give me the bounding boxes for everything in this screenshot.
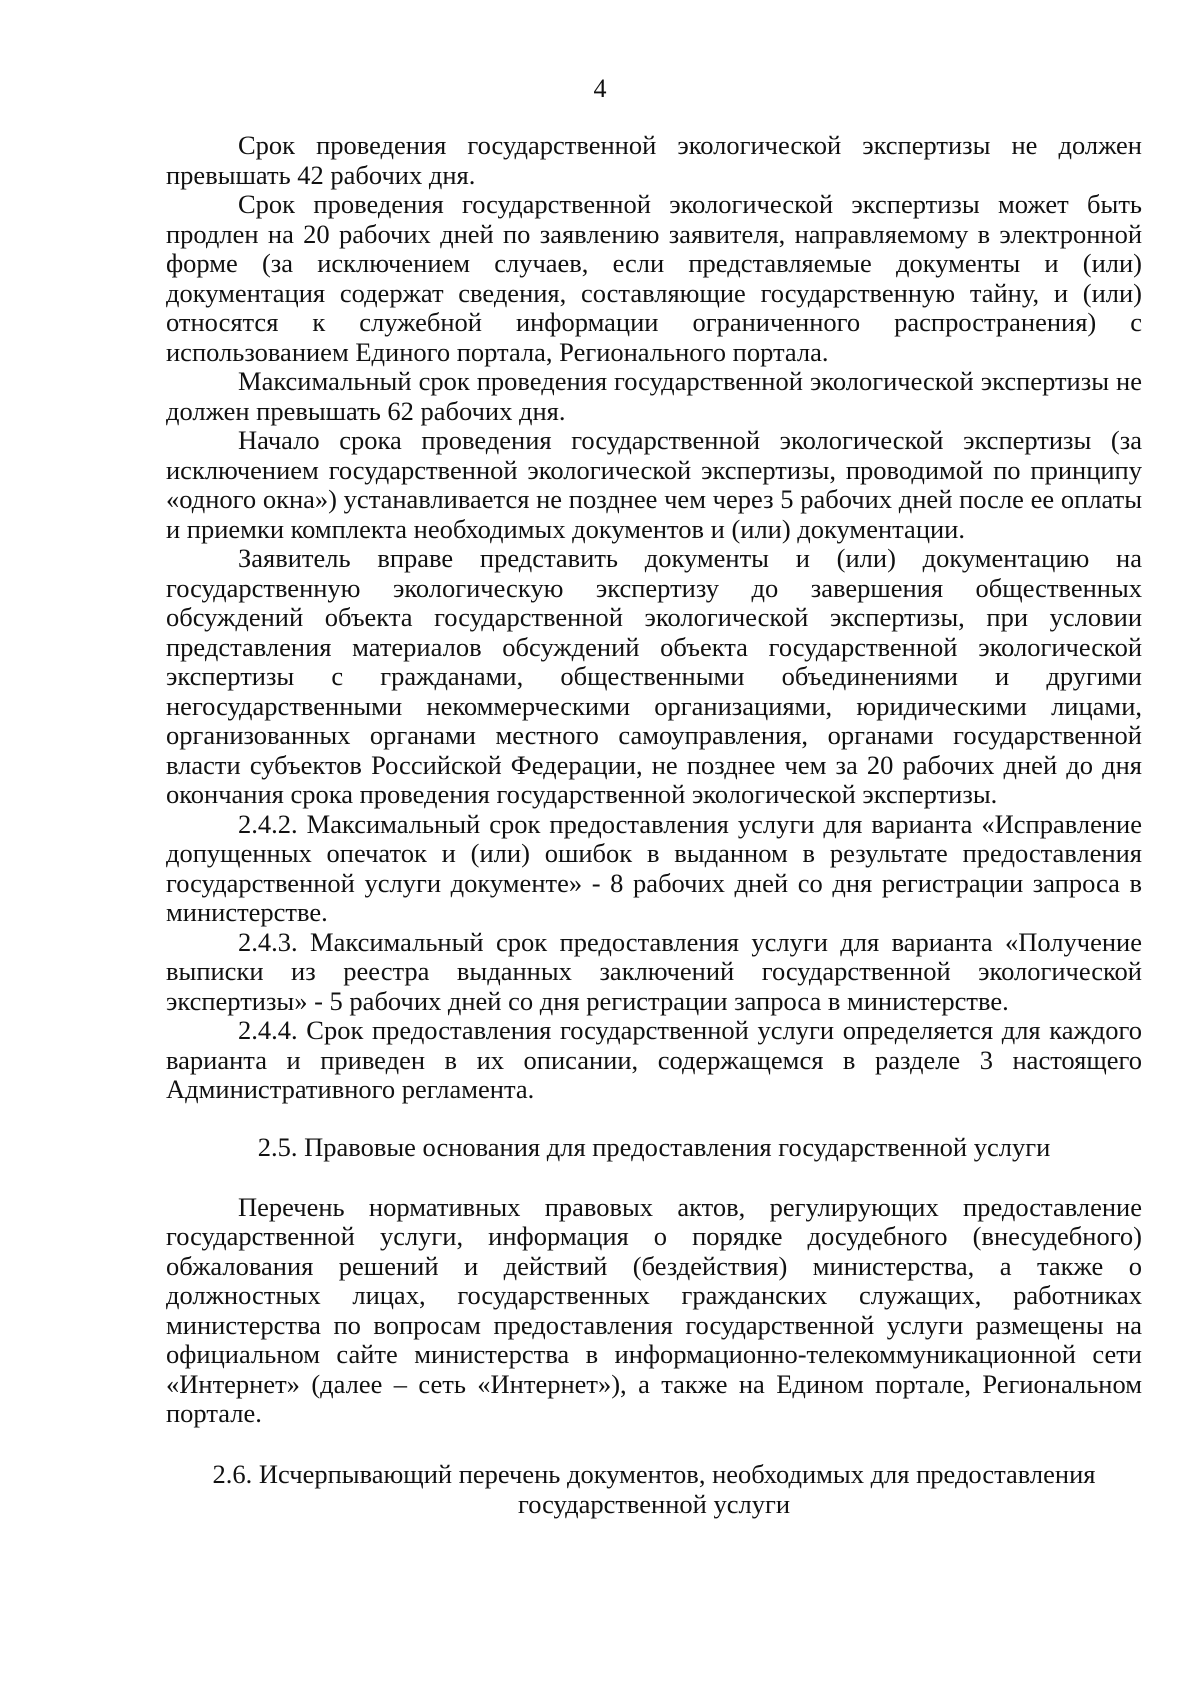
- paragraph-applicant-right: Заявитель вправе представить документы и (или) документацию на государственную экологическую экспертизу до завершения общественных обсуждений объекта государственной экологической экспертизы, при условии представления материалов обсуждений объекта государственной экологической экспертизы с гражданами, общественными объединениями и другими негосударственными некоммерческими организациями, юридическими лицами, организованных органами местного самоуправления, органами государственной власти субъектов Российской Федерации, не позднее чем за 20 рабочих дней до дня окончания срока проведения государственной экологической экспертизы.: [166, 543, 1142, 809]
- page-number: 4: [593, 74, 607, 103]
- paragraph-2-4-4: 2.4.4. Срок предоставления государственной услуги определяется для каждого варианта и приведен в их описании, содержащемся в разделе 3 настоящего Административного регламента.: [166, 1015, 1142, 1104]
- paragraph-duration-start: Начало срока проведения государственной экологической экспертизы (за исключением государственной экологической экспертизы, проводимой по принципу «одного окна») устанавливается не позднее чем через 5 рабочих дней после ее оплаты и приемки комплекта необходимых документов и (или) документации.: [166, 425, 1142, 544]
- paragraph-maximum-duration: Максимальный срок проведения государственной экологической экспертизы не должен превышать 62 рабочих дня.: [166, 366, 1142, 426]
- paragraph-duration-limit: Срок проведения государственной экологической экспертизы не должен превышать 42 рабочих дня.: [166, 130, 1142, 190]
- section-heading-2-6: [166, 1459, 1142, 1519]
- paragraph-legal-basis: Перечень нормативных правовых актов, регулирующих предоставление государственной услуги, информация о порядке досудебного (внесудебного) обжалования решений и действий (бездействия) министерства, а также о должностных лицах, государственных гражданских служащих, работниках министерства по вопросам предоставления государственной услуги размещены на официальном сайте министерства в информационно-телекоммуникационной сети «Интернет» (далее – сеть «Интернет»), а также на Едином портале, Региональном портале.: [166, 1191, 1142, 1428]
- section-heading-2-5: 2.5. Правовые основания для предоставления государственной услуги: [257, 1131, 1051, 1162]
- section-heading-2-6-line-2: государственной услуги: [517, 1488, 791, 1519]
- document-body: [166, 131, 1142, 1519]
- paragraph-2-4-2: 2.4.2. Максимальный срок предоставления услуги для варианта «Исправление допущенных опечаток и (или) ошибок в выданном в результате предоставления государственной услуги документе» - 8 рабочих дней со дня регистрации запроса в министерстве.: [166, 808, 1142, 927]
- paragraph-2-4-3: 2.4.3. Максимальный срок предоставления услуги для варианта «Получение выписки из реестра выданных заключений государственной экологической экспертизы» - 5 рабочих дней со дня регистрации запроса в министерстве.: [166, 926, 1142, 1016]
- paragraph-duration-extension: Срок проведения государственной экологической экспертизы может быть продлен на 20 рабочих дней по заявлению заявителя, направляемому в электронной форме (за исключением случаев, если представляемые документы и (или) документация содержат сведения, составляющие государственную тайну, и (или) относятся к служебной информации ограниченного распространения) с использованием Единого портала, Регионального портала.: [166, 189, 1142, 367]
- section-heading-2-6-line-1: 2.6. Исчерпывающий перечень документов, необходимых для предоставления: [212, 1458, 1096, 1489]
